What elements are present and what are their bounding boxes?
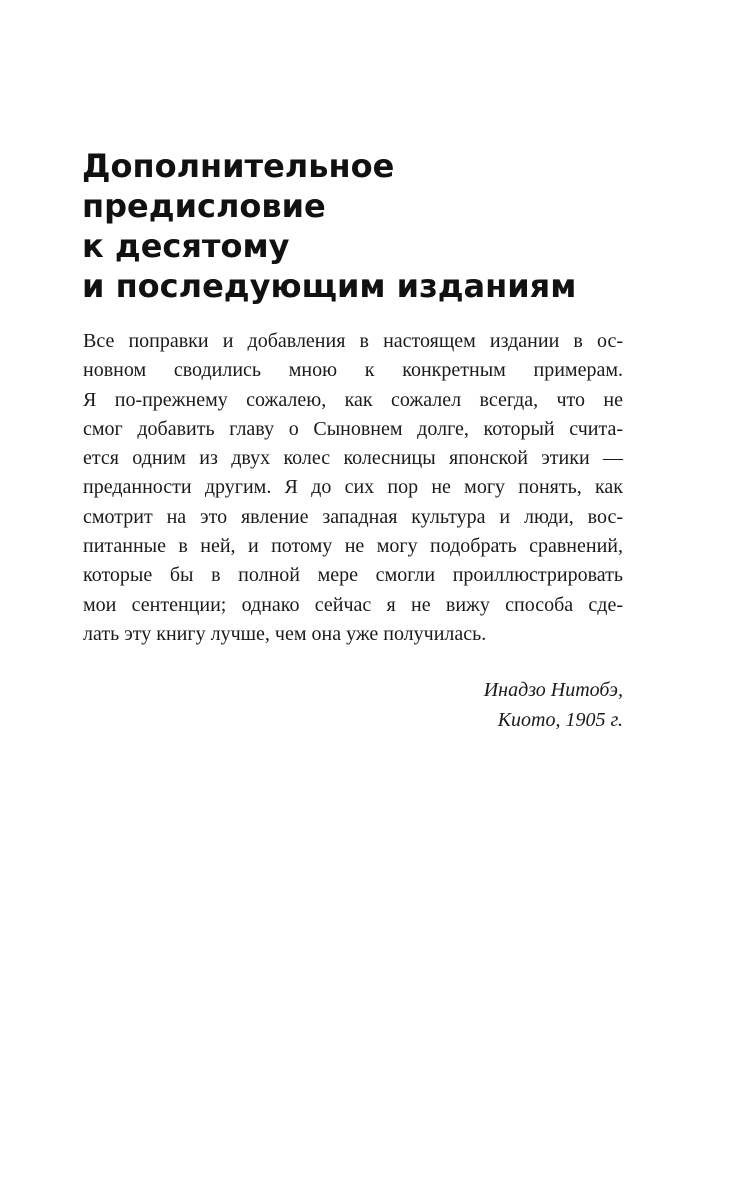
paragraph-line: лать эту книгу лучше, чем она уже получилась. <box>83 622 487 645</box>
signature-block <box>484 675 623 735</box>
paragraph-line: мои сентенции; однако сейчас я не вижу способа сде- <box>83 593 623 616</box>
signature-author: Инадзо Нитобэ, <box>483 679 623 701</box>
heading-line: предисловие <box>82 187 326 225</box>
heading-line: и последующим изданиям <box>82 267 577 305</box>
chapter-heading <box>82 146 682 306</box>
paragraph-line: питанные в ней, и потому не могу подобрать сравнений, <box>83 535 623 558</box>
paragraph-line: ется одним из двух колес колесницы японской этики — <box>83 447 623 470</box>
paragraph-line: новном сводились мною к конкретным примерам. <box>83 359 623 382</box>
paragraph-line: преданности другим. Я до сих пор не могу понять, как <box>83 476 623 499</box>
paragraph-line: Я по-прежнему сожалею, как сожалел всегда, что не <box>83 388 623 411</box>
signature-place-date: Киото, 1905 г. <box>497 709 623 731</box>
paragraph-line: смотрит на это явление западная культура и люди, вос- <box>83 505 623 528</box>
preface-paragraph <box>83 327 623 649</box>
paragraph-line: смог добавить главу о Сыновнем долге, который счита- <box>83 417 623 440</box>
paragraph-line: Все поправки и добавления в настоящем издании в ос- <box>83 330 623 352</box>
paragraph-line: которые бы в полной мере смогли проиллюстрировать <box>83 564 623 587</box>
heading-line: к десятому <box>82 227 290 265</box>
heading-line: Дополнительное <box>82 147 395 185</box>
